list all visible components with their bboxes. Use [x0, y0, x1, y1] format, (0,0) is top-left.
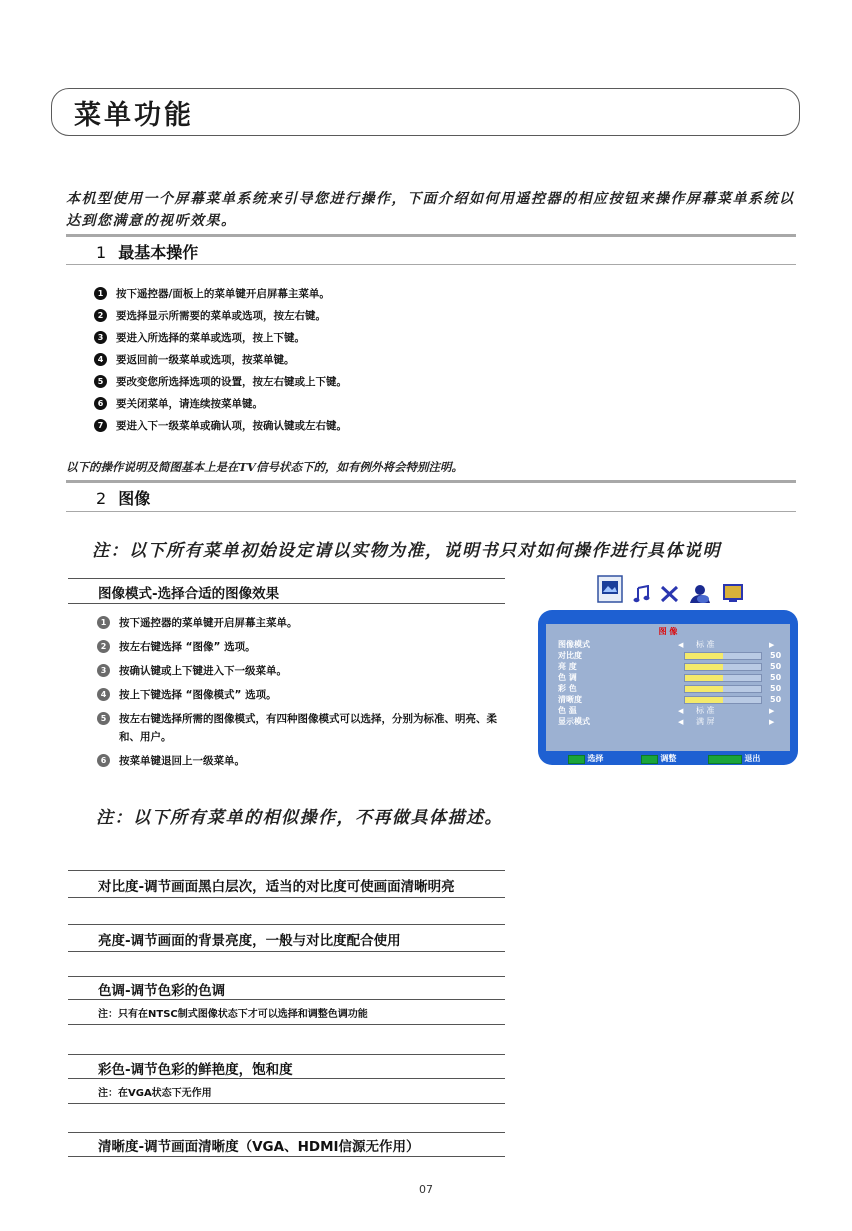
hue-note: 注：只有在NTSC制式图像状态下才可以选择和调整色调功能: [98, 1009, 368, 1020]
tools-icon: [660, 585, 680, 603]
left-arrow-icon: ◀: [678, 707, 684, 715]
list-item: 6 要关闭菜单，请连续按菜单键。: [94, 392, 347, 414]
item-rule: [68, 897, 505, 898]
osd-footer: [538, 753, 798, 765]
initial-settings-note: 注：以下所有菜单初始设定请以实物为准，说明书只对如何操作进行具体说明: [92, 541, 721, 561]
osd-row-color-temp[interactable]: 色 温 ◀ 标 准 ▶: [558, 706, 775, 715]
contrast-title: 对比度-调节画面黑白层次，适当的对比度可使画面清晰明亮: [98, 879, 455, 895]
item-rule: [68, 1024, 505, 1025]
number-bullet: 6: [97, 754, 110, 767]
person-icon: [688, 584, 712, 604]
tv-signal-note: 以下的操作说明及简图基本上是在TV信号状态下的，如有例外将会特别注明。: [66, 460, 463, 474]
osd-row-display-mode[interactable]: 显示模式 ◀ 满 屏 ▶: [558, 717, 775, 726]
number-bullet: 6: [94, 397, 107, 410]
number-bullet: 1: [97, 616, 110, 629]
list-item: 3 要进入所选择的菜单或选项，按上下键。: [94, 326, 347, 348]
item-rule: [68, 999, 505, 1000]
similar-operations-note: 注：以下所有菜单的相似操作，不再做具体描述。: [96, 808, 503, 828]
list-item: 2 要选择显示所需要的菜单或选项，按左右键。: [94, 304, 347, 326]
osd-panel: [546, 624, 790, 751]
list-item: 4 按上下键选择 “图像模式” 选项。: [97, 686, 517, 704]
osd-row-picture-mode[interactable]: 图像模式 ◀ 标 准 ▶: [558, 640, 775, 649]
list-item: 4 要返回前一级菜单或选项，按菜单键。: [94, 348, 347, 370]
list-item: 6 按菜单键退回上一级菜单。: [97, 752, 517, 770]
picture-mode-bottom-rule: [68, 603, 505, 604]
sharpness-title: 清晰度-调节画面清晰度（VGA、HDMI信源无作用）: [98, 1139, 420, 1155]
title-box: [51, 88, 800, 136]
item-rule: [68, 870, 505, 871]
osd-row-brightness[interactable]: 亮 度 50: [558, 662, 782, 671]
list-item: 5 要改变您所选择选项的设置，按左右键或上下键。: [94, 370, 347, 392]
list-item: 1 按下遥控器/面板上的菜单键开启屏幕主菜单。: [94, 282, 347, 304]
osd-footer-select: ■■ 选择: [568, 753, 603, 764]
number-bullet: 2: [94, 309, 107, 322]
osd-slider[interactable]: [684, 696, 762, 704]
basic-steps-list: [94, 282, 347, 436]
item-rule: [68, 1103, 505, 1104]
number-bullet: 2: [97, 640, 110, 653]
number-bullet: 4: [94, 353, 107, 366]
list-item: 5 按左右键选择所需的图像模式，有四种图像模式可以选择，分别为标准、明亮、柔和、用户。: [97, 710, 517, 746]
list-item: 3 按确认键或上下键进入下一级菜单。: [97, 662, 517, 680]
section1-top-rule: [66, 234, 796, 237]
section2-bottom-rule: [66, 511, 796, 512]
intro-text: 本机型使用一个屏幕菜单系统来引导您进行操作，下面介绍如何用遥控器的相应按钮来操作屏幕菜单系统以达到您满意的视听效果。: [66, 191, 795, 229]
osd-row-sharpness[interactable]: 清晰度 50: [558, 695, 782, 704]
osd-footer-exit: ■■■■■ 退出: [708, 753, 760, 764]
osd-icon-bar: [597, 575, 767, 610]
number-bullet: 3: [94, 331, 107, 344]
list-item: 1 按下遥控器的菜单键开启屏幕主菜单。: [97, 614, 517, 632]
monitor-icon: [721, 584, 745, 604]
picture-mode-title: 图像模式-选择合适的图像效果: [98, 586, 280, 602]
menu-key-icon: ■■■■■: [708, 755, 742, 764]
item-rule: [68, 924, 505, 925]
osd-header: 图 像: [658, 627, 678, 636]
hue-title: 色调-调节色彩的色调: [98, 983, 226, 999]
osd-footer-adjust: ■■ 调整: [641, 753, 676, 764]
page-title: 菜单功能: [74, 100, 194, 131]
right-arrow-icon: ▶: [769, 641, 775, 649]
item-rule: [68, 1054, 505, 1055]
osd-slider[interactable]: [684, 674, 762, 682]
list-item: 2 按左右键选择 “图像” 选项。: [97, 638, 517, 656]
number-bullet: 3: [97, 664, 110, 677]
osd-row-contrast[interactable]: 对比度 50: [558, 651, 782, 660]
number-bullet: 1: [94, 287, 107, 300]
brightness-title: 亮度-调节画面的背景亮度，一般与对比度配合使用: [98, 933, 401, 949]
osd-row-color[interactable]: 彩 色 50: [558, 684, 782, 693]
item-rule: [68, 951, 505, 952]
number-bullet: 7: [94, 419, 107, 432]
updown-key-icon: ■■: [568, 755, 585, 764]
page-number: 07: [419, 1183, 433, 1196]
list-item: 7 要进入下一级菜单或确认项，按确认键或左右键。: [94, 414, 347, 436]
right-arrow-icon: ▶: [769, 718, 775, 726]
osd-slider[interactable]: [684, 685, 762, 693]
item-rule: [68, 1132, 505, 1133]
number-bullet: 5: [97, 712, 110, 725]
section2-heading: 2 图像: [96, 489, 151, 508]
item-rule: [68, 976, 505, 977]
color-note: 注：在VGA状态下无作用: [98, 1088, 212, 1099]
number-bullet: 5: [94, 375, 107, 388]
picture-mode-top-rule: [68, 578, 505, 579]
section1-bottom-rule: [66, 264, 796, 265]
music-note-icon: [633, 585, 651, 603]
picture-icon: [597, 575, 623, 603]
section2-top-rule: [66, 480, 796, 483]
item-rule: [68, 1078, 505, 1079]
section1-heading: 1 最基本操作: [96, 243, 199, 262]
leftright-key-icon: ■■: [641, 755, 658, 764]
osd-slider[interactable]: [684, 663, 762, 671]
osd-picture-menu: [538, 610, 798, 765]
osd-row-hue[interactable]: 色 调 50: [558, 673, 782, 682]
color-title: 彩色-调节色彩的鲜艳度，饱和度: [98, 1062, 293, 1078]
number-bullet: 4: [97, 688, 110, 701]
item-rule: [68, 1156, 505, 1157]
right-arrow-icon: ▶: [769, 707, 775, 715]
left-arrow-icon: ◀: [678, 718, 684, 726]
left-arrow-icon: ◀: [678, 641, 684, 649]
picture-mode-steps: [97, 614, 517, 776]
osd-slider[interactable]: [684, 652, 762, 660]
